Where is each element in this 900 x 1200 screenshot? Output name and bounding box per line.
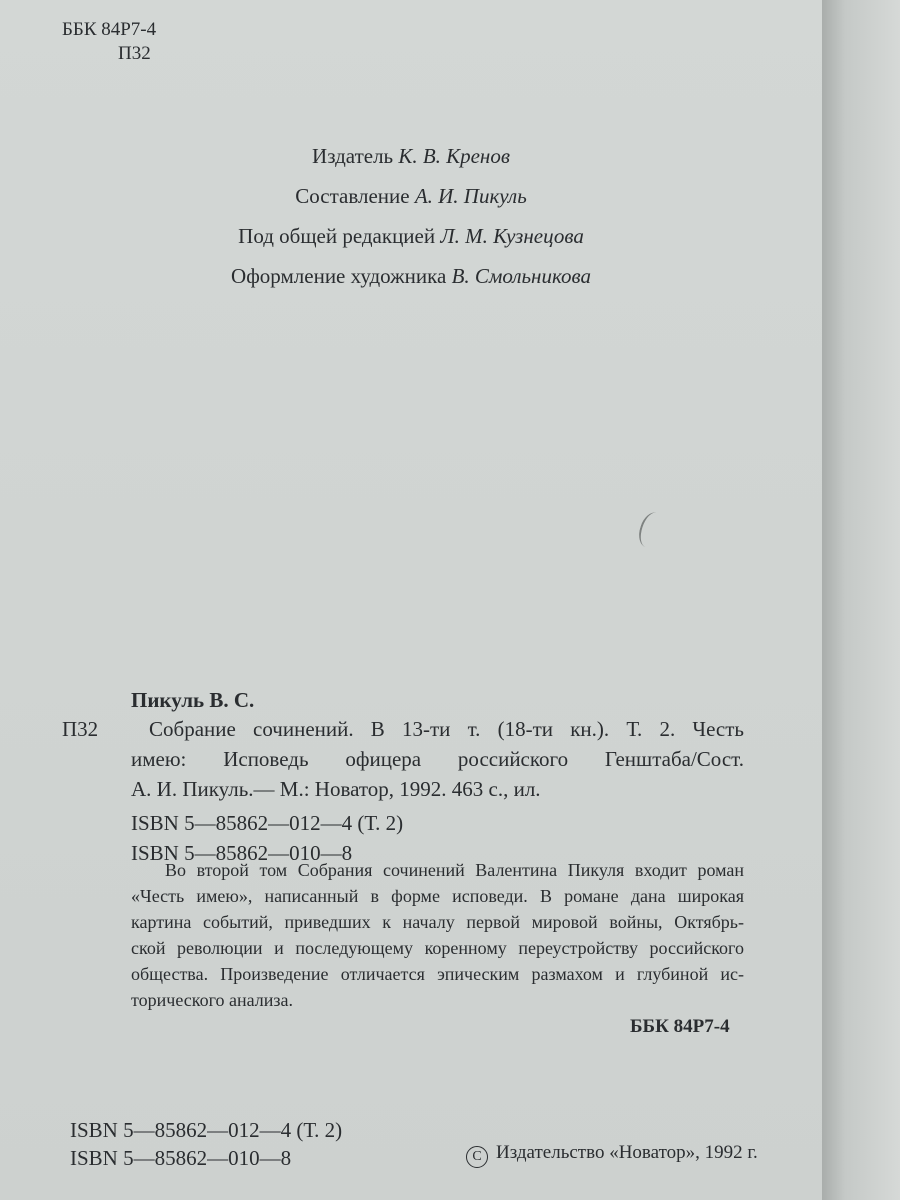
credit-compiler: Составление А. И. Пикуль xyxy=(295,184,527,208)
page-edge xyxy=(822,0,900,1200)
description-line: общества. Произведение отличается эпическим размахом и глубиной ис- xyxy=(131,964,744,984)
annotation-bbk: ББК 84Р7-4 xyxy=(630,1016,730,1037)
copyright-icon: C xyxy=(466,1146,488,1168)
description-line: ской революции и последующему коренному переустройству российского xyxy=(131,938,744,958)
credit-publisher: Издатель К. В. Кренов xyxy=(312,144,510,168)
description-line: «Честь имею», написанный в форме исповеди. В романе дана широкая xyxy=(131,886,744,906)
bbk-code: ББК 84Р7-4 xyxy=(62,19,157,40)
bib-line: Собрание сочинений. В 13-ти т. (18-ти кн.). Т. 2. Честь xyxy=(149,717,744,741)
author-sign-code: П32 xyxy=(118,43,151,64)
footer-isbn xyxy=(70,1116,342,1172)
credit-editor: Под общей редакцией Л. М. Кузнецова xyxy=(238,224,584,248)
isbn-line: ISBN 5—85862—010—8 xyxy=(70,1146,292,1170)
isbn-line: ISBN 5—85862—010—8 xyxy=(131,841,353,865)
annotation-author: Пикуль В. С. xyxy=(131,688,255,712)
bbk-header xyxy=(62,18,156,66)
isbn-line: ISBN 5—85862—012—4 (Т. 2) xyxy=(131,811,404,835)
copyright-notice xyxy=(466,1142,758,1168)
bib-line: имею: Исповедь офицера российского Генштаба/Сост. xyxy=(131,747,744,771)
description-line: Во второй том Собрания сочинений Валентина Пикуля входит роман xyxy=(165,860,744,880)
bib-line: А. И. Пикуль.— М.: Новатор, 1992. 463 с., ил. xyxy=(131,777,541,801)
isbn-line: ISBN 5—85862—012—4 (Т. 2) xyxy=(70,1118,343,1142)
credit-artist: Оформление художника В. Смольникова xyxy=(231,264,591,288)
credits-block xyxy=(0,136,822,296)
description-line: торического анализа. xyxy=(131,990,293,1010)
annotation-code: П32 xyxy=(62,717,99,741)
description-line: картина событий, приведших к началу первой мировой войны, Октябрь- xyxy=(131,912,744,932)
copyright-text: Издательство «Новатор», 1992 г. xyxy=(496,1142,758,1163)
annotation-description xyxy=(131,857,744,1013)
bibliographic-record xyxy=(131,714,744,868)
